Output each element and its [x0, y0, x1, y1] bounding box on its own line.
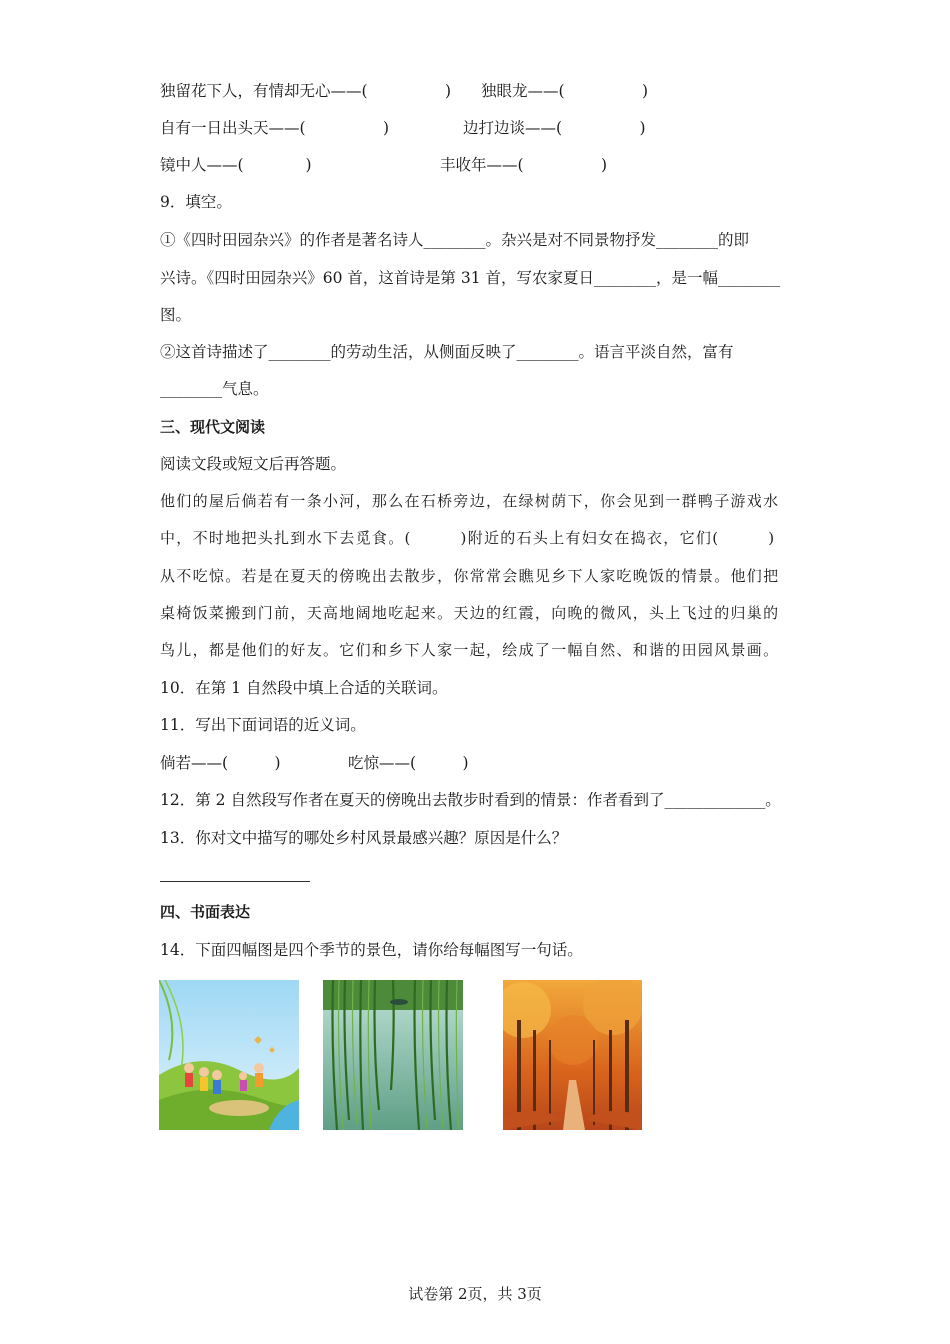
passage-line: 从不吃惊。若是在夏天的傍晚出去散步，你常常会瞧见乡下人家吃晚饭的情景。他们把 [160, 567, 780, 585]
page-footer: 试卷第 2页，共 3页 [408, 1285, 542, 1303]
q12-text: 12．第 2 自然段写作者在夏天的傍晚出去散步时看到的情景：作者看到了_____________。 [160, 791, 781, 809]
section3-instruction: 阅读文段或短文后再答题。 [160, 455, 347, 473]
passage-line: 他们的屋后倘若有一条小河，那么在石桥旁边，在绿树荫下，你会见到一群鸭子游戏水 [160, 492, 780, 510]
passage-line: 中，不时地把头扎到水下去觅食。( )附近的石头上有妇女在捣衣，它们( ) [160, 529, 776, 547]
q9-line2: 兴诗。《四时田园杂兴》60 首，这首诗是第 31 首，写农家夏日________，是一幅________ [160, 269, 780, 287]
answer-line [160, 881, 310, 882]
q14-text: 14．下面四幅图是四个季节的景色，请你给每幅图写一句话。 [160, 941, 583, 959]
q9-line4: ②这首诗描述了________的劳动生活，从侧面反映了________。语言平淡自然，富有 [160, 343, 734, 361]
q8-row3-left: 镜中人——( ) [160, 156, 312, 174]
q8-row2-left: 自有一日出头天——( ) [160, 119, 390, 137]
section3-heading: 三、现代文阅读 [160, 418, 266, 436]
q10-text: 10．在第 1 自然段中填上合适的关联词。 [160, 679, 448, 697]
q11-text: 11．写出下面词语的近义词。 [160, 716, 366, 734]
passage-line: 鸟儿，都是他们的好友。它们和乡下人家一起，绘成了一幅自然、和谐的田园风景画。 [160, 641, 780, 659]
q8-row2-right: 边打边谈——( ) [463, 119, 646, 137]
q9-line1: ①《四时田园杂兴》的作者是著名诗人________。杂兴是对不同景物抒发________的即 [160, 231, 750, 249]
q9-line3: 图。 [160, 306, 192, 324]
q13-text: 13．你对文中描写的哪处乡村风景最感兴趣？原因是什么？ [160, 829, 568, 847]
passage-line: 桌椅饭菜搬到门前，天高地阔地吃起来。天边的红霞，向晚的微风，头上飞过的归巢的 [160, 604, 780, 622]
q8-row3-right: 丰收年——( ) [440, 156, 608, 174]
autumn-picture [503, 980, 642, 1130]
q11-word-a: 倘若——( ) [160, 754, 281, 772]
q11-word-b: 吃惊——( ) [348, 754, 469, 772]
summer-picture [323, 980, 463, 1130]
q9-line5: ________气息。 [160, 380, 269, 398]
q8-row1-left: 独留花下人，有情却无心——( ) [160, 82, 452, 100]
q8-row1-right: 独眼龙——( ) [481, 82, 649, 100]
q9-title: 9．填空。 [160, 193, 232, 211]
spring-picture [159, 980, 299, 1130]
section4-heading: 四、书面表达 [160, 903, 251, 921]
